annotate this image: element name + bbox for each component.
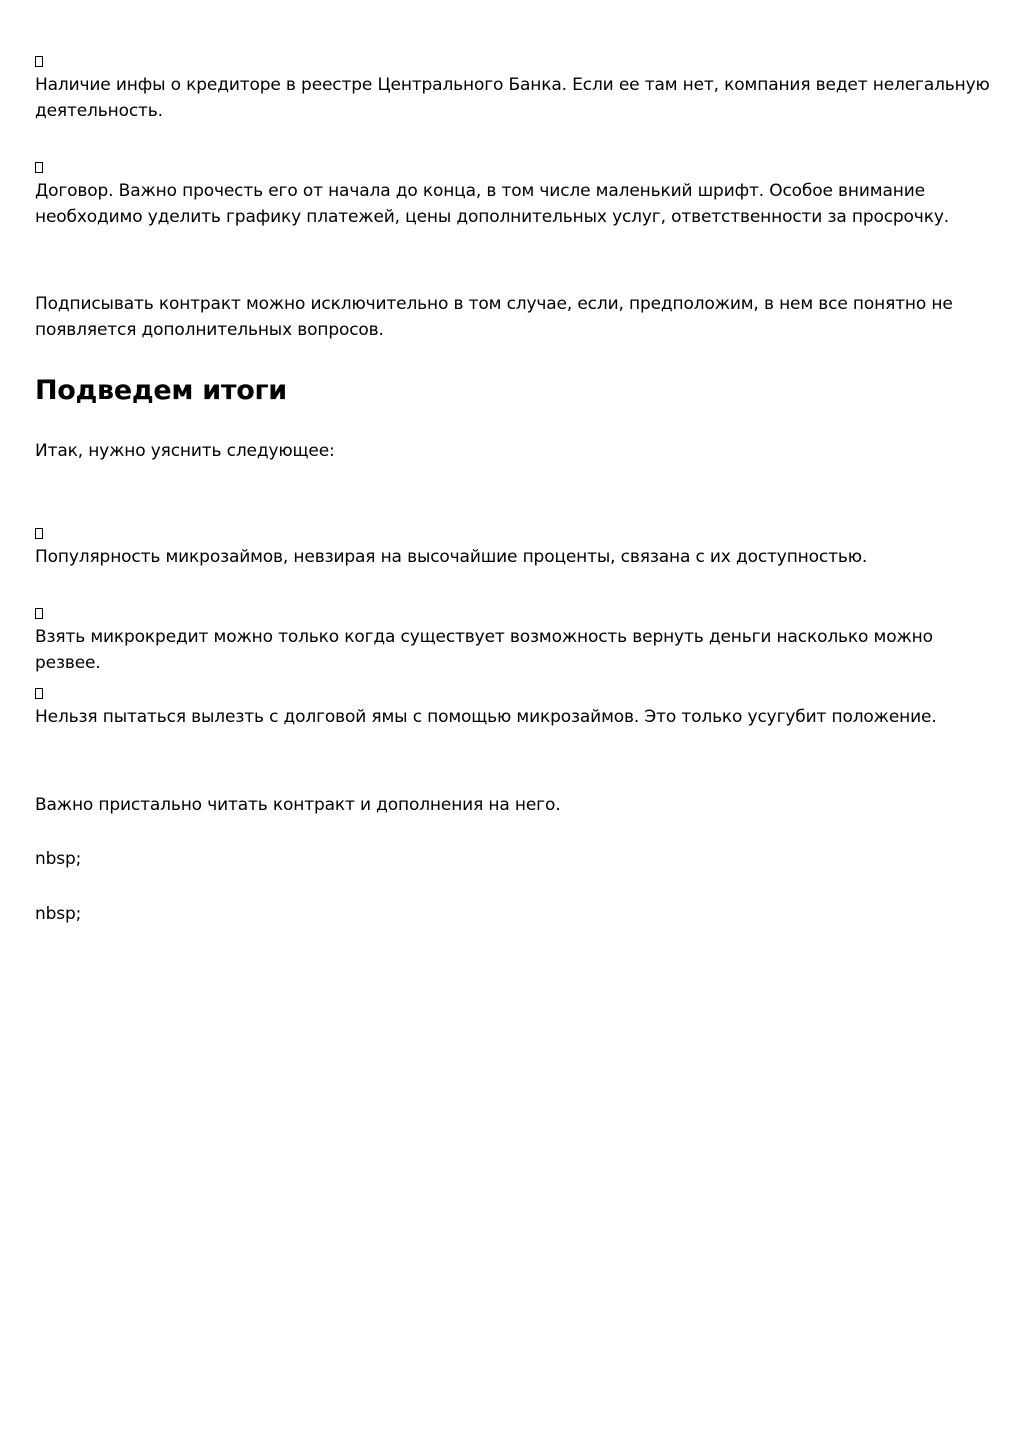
list-item — [35, 56, 995, 124]
bullet-text: Наличие инфы о кредиторе в реестре Центрального Банка. Если ее там нет, компания ведет нелегальную деятельность. — [35, 75, 990, 121]
nbsp-text: nbsp; — [35, 904, 82, 924]
missing-glyph-bullet-icon — [35, 608, 43, 619]
paragraph-text: Важно пристально читать контракт и дополнения на него. — [35, 795, 561, 815]
missing-glyph-bullet-icon — [35, 56, 43, 67]
paragraph — [35, 438, 995, 464]
list-item — [35, 528, 995, 570]
missing-glyph-bullet-icon — [35, 528, 43, 539]
list-item — [35, 608, 995, 676]
bullet-text: Взять микрокредит можно только когда существует возможность вернуть деньги насколько можно резвее. — [35, 627, 933, 673]
intro-text: Итак, нужно уяснить следующее: — [35, 441, 335, 461]
bullet-text: Нельзя пытаться вылезть с долговой ямы с помощью микрозаймов. Это только усугубит положение. — [35, 707, 937, 727]
paragraph — [35, 291, 995, 343]
paragraph — [35, 792, 995, 818]
bullet-text: Популярность микрозаймов, невзирая на высочайшие проценты, связана с их доступностью. — [35, 547, 868, 567]
paragraph-text: Подписывать контракт можно исключительно в том случае, если, предположим, в нем все понятно не появляется дополнительных вопросов. — [35, 294, 953, 340]
nbsp-text: nbsp; — [35, 849, 82, 869]
missing-glyph-bullet-icon — [35, 688, 43, 699]
list-item — [35, 162, 995, 230]
section-heading — [35, 374, 995, 408]
heading-text: Подведем итоги — [35, 375, 287, 406]
bullet-text: Договор. Важно прочесть его от начала до конца, в том числе маленький шрифт. Особое внимание необходимо уделить графику платежей, цены дополнительных услуг, ответственности за просрочку. — [35, 181, 949, 227]
missing-glyph-bullet-icon — [35, 162, 43, 173]
list-item — [35, 688, 995, 730]
paragraph — [35, 901, 995, 927]
paragraph — [35, 846, 995, 872]
